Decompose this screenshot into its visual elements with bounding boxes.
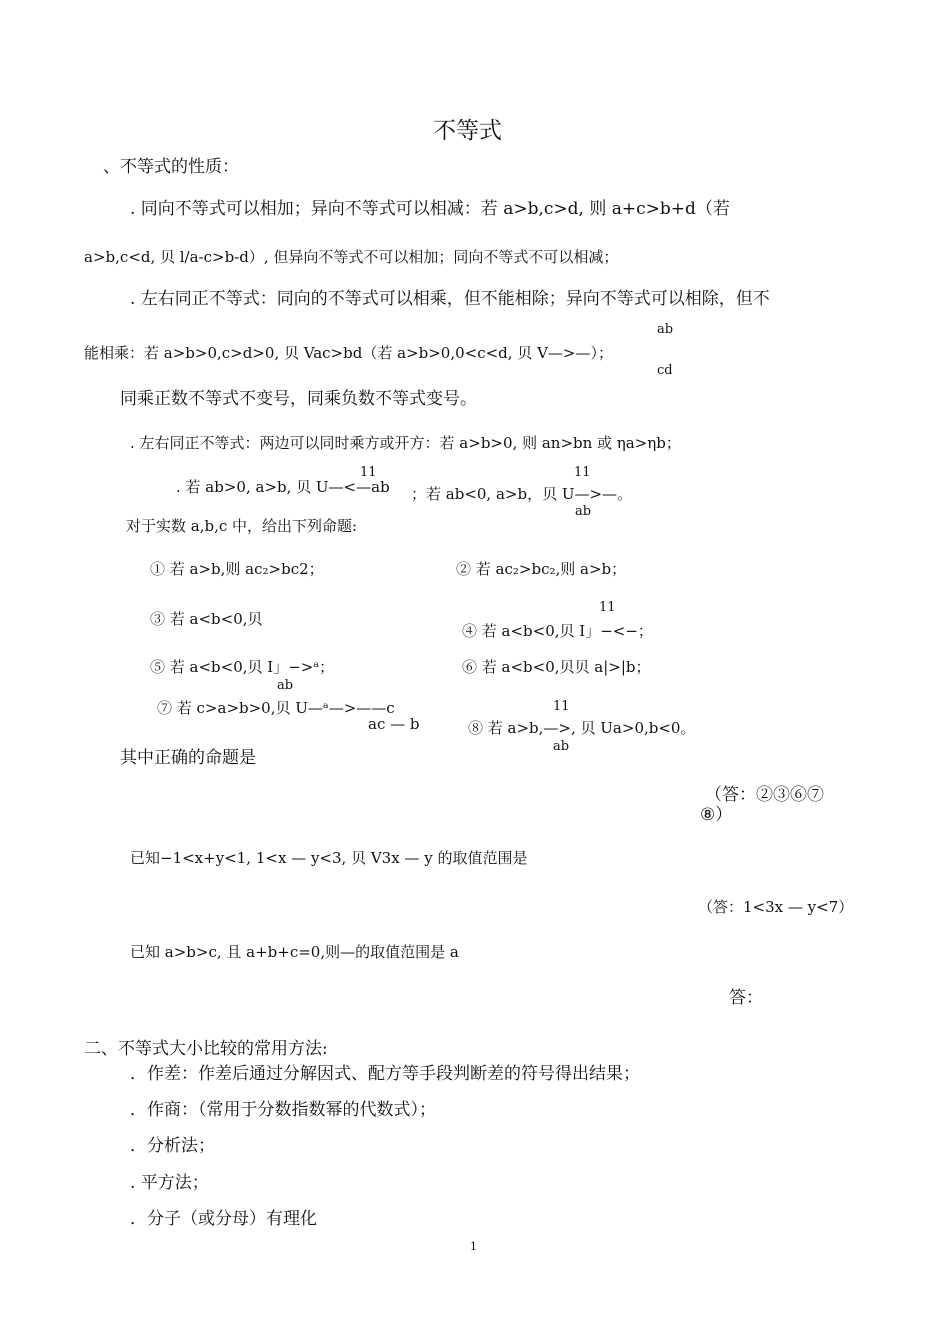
- answer-2: （答：1<3x — y<7）: [698, 898, 854, 916]
- proposition-8: ⑧ 若 a>b,—>, 贝 Ua>0,b<0。: [468, 719, 696, 737]
- property1-line1: . 同向不等式可以相加；异向不等式可以相减：若 a>b,c>d, 则 a+c>b+d（若: [130, 199, 730, 219]
- propositions-intro: 对于实数 a,b,c 中，给出下列命题:: [126, 517, 358, 535]
- property3-line: . 左右同正不等式：两边可以同时乘方或开方：若 a>b>0, 则 an>bn 或 ηa>ηb；: [130, 434, 681, 452]
- answer-3: 答：: [729, 988, 763, 1008]
- property2-line1: . 左右同正不等式：同向的不等式可以相乘，但不能相除；异向不等式可以相除，但不: [130, 289, 770, 309]
- proposition-7-denominator: ac — b: [368, 715, 420, 733]
- method-4: . 平方法；: [130, 1173, 209, 1193]
- answer-1-line1: （答：②③⑥⑦: [705, 785, 824, 805]
- method-2: ．作商：（常用于分数指数幂的代数式）；: [130, 1100, 436, 1120]
- question-3: 已知 a>b>c, 且 a+b+c=0,则—的取值范围是 a: [130, 943, 459, 961]
- correct-propositions-question: 其中正确的命题是: [120, 748, 256, 768]
- proposition-8-numerator: 11: [553, 699, 570, 714]
- property2-line2: 能相乘：若 a>b>0,c>d>0, 贝 Vac>bd（若 a>b>0,0<c<d, 贝 V—>—）；: [84, 344, 613, 362]
- page-title: 不等式: [433, 118, 502, 144]
- section2-heading: 二、不等式大小比较的常用方法:: [84, 1039, 328, 1059]
- proposition-3: ③ 若 a<b<0,贝: [150, 610, 263, 628]
- method-3: ．分析法；: [130, 1136, 215, 1156]
- section1-heading: 、不等式的性质：: [103, 157, 239, 177]
- property4-line-a: . 若 ab>0, a>b, 贝 U—<—ab: [176, 478, 390, 496]
- property4-denominator: ab: [575, 504, 592, 519]
- answer-1-line2: ⑧）: [700, 805, 733, 825]
- fraction-numerator: ab: [657, 322, 674, 337]
- proposition-7: ⑦ 若 c>a>b>0,贝 U—ᵃ—>——c: [157, 699, 395, 717]
- page-number: 1: [470, 1240, 477, 1253]
- proposition-5: ⑤ 若 a<b<0,贝 I」−>ᵃ；: [150, 658, 335, 676]
- question-2: 已知−1<x+y<1, 1<x — y<3, 贝 V3x — y 的取值范围是: [130, 849, 528, 867]
- proposition-4-numerator: 11: [599, 600, 616, 615]
- proposition-1: ① 若 a>b,则 ac₂>bc2；: [150, 560, 324, 578]
- property1-line2: a>b,c<d, 贝 l/a-c>b-d）, 但异向不等式不可以相加；同向不等式不可以相减；: [84, 248, 619, 266]
- proposition-6: ⑥ 若 a<b<0,贝贝 a|>|b；: [462, 658, 651, 676]
- proposition-2: ② 若 ac₂>bc₂,则 a>b；: [456, 560, 627, 578]
- fraction-denominator: cd: [657, 363, 673, 378]
- property4-line-b: ；若 ab<0, a>b，贝 U—>—。: [411, 485, 633, 503]
- proposition-8-denominator: ab: [553, 739, 570, 754]
- method-1: ．作差：作差后通过分解因式、配方等手段判断差的符号得出结果；: [130, 1064, 640, 1084]
- method-5: ．分子（或分母）有理化: [130, 1209, 317, 1229]
- property4-numerator-1: 11: [360, 465, 377, 480]
- proposition-5-denominator: ab: [277, 678, 294, 693]
- property4-numerator-2: 11: [574, 465, 591, 480]
- property2-line3: 同乘正数不等式不变号，同乘负数不等式变号。: [120, 389, 477, 409]
- proposition-4: ④ 若 a<b<0,贝 I」−<−；: [462, 622, 653, 640]
